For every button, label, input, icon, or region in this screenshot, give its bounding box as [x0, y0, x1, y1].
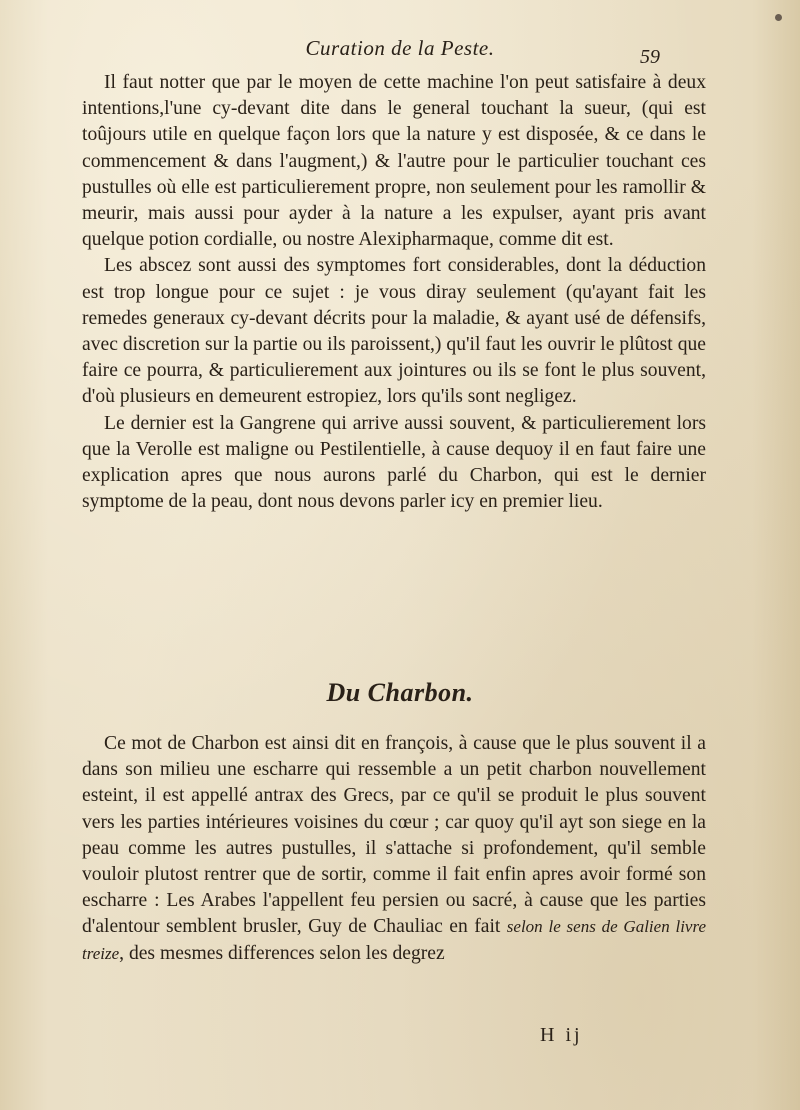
paragraph-machine: Il faut notter que par le moyen de cette machine l'on peut satisfaire à deux intentions,l'une cy-devant dite dans le general touchant la sueur, (qui est toûjours utile en quelque façon lors que la nature y est disposée, & ce dans le commencement & dans l'augment,) & l'autre pour le particulier touchant ces pustulles où elle est particulierement propre, non seulement pour les ramollir & meurir, mais aussi pour ayder à la nature a les expulser, ayant pris avant quelque potion cordialle, ou nostre Alexipharmaque, comme dit est. [82, 72, 706, 251]
paragraph-gangrene: Le dernier est la Gangrene qui arrive aussi souvent, & particulierement lors que la Verolle est maligne ou Pestilentielle, à cause dequoy il en faut faire une explication apres que nous aurons parlé du Charbon, qui est le dernier symptome de la peau, dont nous devons parler icy en premier lieu. [82, 412, 706, 513]
running-head: Curation de la Peste. [305, 36, 495, 60]
paragraph-charbon [82, 731, 706, 967]
body-text-top [82, 70, 706, 515]
page-number: 59 [640, 46, 660, 68]
paragraph-charbon-tail: , des mesmes differences selon les degrez [119, 942, 445, 964]
body-text-charbon [82, 731, 706, 967]
section-heading: Du Charbon. [326, 678, 474, 707]
paragraph-abscez: Les abscez sont aussi des symptomes fort considerables, dont la déduction est trop longue pour ce sujet : je vous diray seulement (qu'ayant fait les remedes generaux cy-devant décrits pour la maladie, & ayant usé de défensifs, avec discretion sur la partie ou ils paroissent,) qu'il faut les ouvrir le plûtost que faire ce pourra, & particulierement aux jointures ou ils se font le plus souvent, d'où plusieurs en demeurent estropiez, lors qu'ils sont negligez. [82, 255, 706, 408]
paragraph-charbon-main: Ce mot de Charbon est ainsi dit en françois, à cause que le plus souvent il a dans son milieu une escharre qui ressemble a un petit charbon nouvellement esteint, il est appellé antrax des Grecs, par ce qu'il se produit le plus souvent vers les parties intérieures voisines du cœur ; car quoy qu'il ayt son siege en la peau comme les autres pustulles, il s'attache si profondement, qu'il semble vouloir plutost rentrer que de sortir, comme il fait enfin apres avoir formé son escharre : Les Arabes l'appellent feu persien ou sacré, à cause que les parties d'alentour semblent brusler, Guy de Chauliac en fait [82, 733, 706, 938]
galien-reference: selon le sens de Galien livre treize [82, 917, 707, 963]
ink-spot [775, 14, 782, 21]
signature-mark: H ij [540, 1024, 583, 1046]
